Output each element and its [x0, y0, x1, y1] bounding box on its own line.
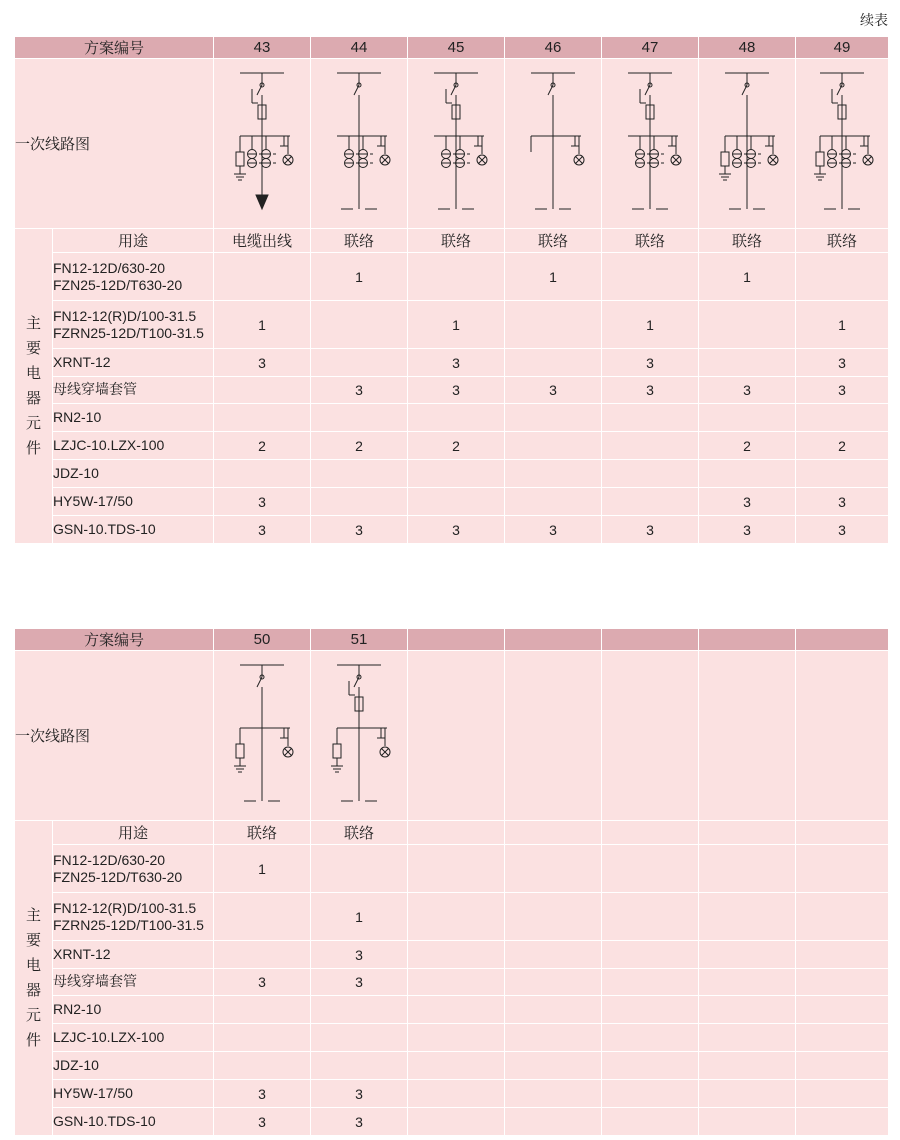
component-line: 母线穿墙套管	[53, 973, 137, 990]
component-name	[53, 516, 214, 544]
component-quantity	[505, 893, 602, 941]
usage-value: 联络	[311, 821, 408, 845]
component-line: XRNT-12	[53, 946, 111, 962]
component-line: FN12-12D/630-20	[53, 851, 166, 868]
component-quantity	[796, 1108, 889, 1136]
component-line: FN12-12(R)D/100-31.5	[53, 899, 197, 916]
circuit-diagram-switch-ct	[319, 65, 399, 223]
component-quantity: 3	[311, 377, 408, 404]
component-quantity	[796, 941, 889, 969]
component-quantity	[602, 488, 699, 516]
component-quantity: 3	[602, 516, 699, 544]
component-quantity	[505, 1052, 602, 1080]
component-line: RN2-10	[53, 409, 102, 425]
component-quantity	[602, 253, 699, 301]
component-quantity: 1	[602, 301, 699, 349]
component-quantity	[214, 1024, 311, 1052]
circuit-diagram-cell	[699, 59, 796, 229]
component-quantity	[408, 404, 505, 432]
component-quantity	[408, 1080, 505, 1108]
scheme-number	[699, 629, 796, 651]
component-quantity	[699, 845, 796, 893]
circuit-diagram-switch-ct-arrester	[707, 65, 787, 223]
component-quantity	[505, 941, 602, 969]
component-quantity: 3	[214, 488, 311, 516]
component-quantity: 3	[408, 516, 505, 544]
component-quantity: 1	[311, 893, 408, 941]
category-char: 要	[25, 339, 41, 357]
component-quantity: 3	[408, 349, 505, 377]
component-quantity	[699, 460, 796, 488]
main-components-label	[15, 229, 53, 544]
component-quantity: 3	[214, 1080, 311, 1108]
scheme-number	[796, 629, 889, 651]
circuit-diagram-fuse-ct	[610, 65, 690, 223]
component-quantity	[505, 969, 602, 996]
component-quantity	[408, 969, 505, 996]
component-quantity	[408, 253, 505, 301]
usage-value	[699, 821, 796, 845]
component-name	[53, 1080, 214, 1108]
component-quantity: 1	[796, 301, 889, 349]
component-quantity	[311, 349, 408, 377]
scheme-number: 51	[311, 629, 408, 651]
component-quantity	[311, 460, 408, 488]
component-quantity: 1	[311, 253, 408, 301]
component-quantity	[602, 1108, 699, 1136]
component-quantity	[214, 1052, 311, 1080]
component-quantity	[699, 996, 796, 1024]
component-quantity	[602, 969, 699, 996]
usage-label: 用途	[53, 229, 214, 253]
component-quantity	[505, 845, 602, 893]
component-quantity: 3	[408, 377, 505, 404]
component-quantity	[796, 404, 889, 432]
component-quantity	[602, 404, 699, 432]
component-name	[53, 893, 214, 941]
component-name	[53, 845, 214, 893]
component-quantity: 3	[311, 941, 408, 969]
circuit-diagram-cell	[796, 59, 889, 229]
circuit-diagram-cell	[602, 651, 699, 821]
component-quantity	[796, 893, 889, 941]
scheme-number: 43	[214, 37, 311, 59]
component-quantity: 3	[699, 488, 796, 516]
component-quantity: 3	[214, 516, 311, 544]
component-quantity: 3	[311, 969, 408, 996]
diagram-row-label: 一次线路图	[15, 651, 214, 821]
circuit-diagram-cell	[505, 651, 602, 821]
usage-value: 电缆出线	[214, 229, 311, 253]
component-quantity	[699, 1108, 796, 1136]
scheme-number: 48	[699, 37, 796, 59]
usage-value: 联络	[505, 229, 602, 253]
usage-label: 用途	[53, 821, 214, 845]
component-quantity	[699, 301, 796, 349]
component-quantity: 1	[699, 253, 796, 301]
usage-value: 联络	[408, 229, 505, 253]
component-quantity: 1	[214, 845, 311, 893]
circuit-diagram-cell	[214, 59, 311, 229]
component-quantity	[408, 941, 505, 969]
component-quantity	[311, 996, 408, 1024]
circuit-diagram-cell	[408, 651, 505, 821]
component-quantity	[796, 460, 889, 488]
component-line: FZN25-12D/T630-20	[53, 276, 183, 293]
component-name	[53, 996, 214, 1024]
component-quantity	[796, 253, 889, 301]
component-quantity: 3	[796, 516, 889, 544]
component-quantity: 3	[796, 488, 889, 516]
component-name	[53, 301, 214, 349]
component-name	[53, 1024, 214, 1052]
component-name	[53, 1108, 214, 1136]
component-quantity	[796, 996, 889, 1024]
component-line: FZRN25-12D/T100-31.5	[53, 324, 204, 341]
circuit-diagram-switch-plain	[513, 65, 593, 223]
component-quantity	[699, 1024, 796, 1052]
component-quantity	[408, 1052, 505, 1080]
component-quantity	[602, 460, 699, 488]
circuit-diagram-cell	[214, 651, 311, 821]
circuit-diagram-cell	[408, 59, 505, 229]
category-char: 主	[25, 906, 41, 924]
component-name	[53, 969, 214, 996]
scheme-number	[602, 629, 699, 651]
component-line: HY5W-17/50	[53, 493, 133, 509]
component-quantity	[699, 404, 796, 432]
usage-value	[408, 821, 505, 845]
component-quantity	[505, 1108, 602, 1136]
usage-value: 联络	[796, 229, 889, 253]
component-quantity	[505, 432, 602, 460]
scheme-no-header: 方案编号	[15, 37, 214, 59]
component-quantity	[311, 1052, 408, 1080]
component-line: FZRN25-12D/T100-31.5	[53, 916, 204, 933]
component-quantity	[699, 349, 796, 377]
component-quantity	[505, 349, 602, 377]
component-line: LZJC-10.LZX-100	[53, 437, 165, 453]
component-quantity	[699, 1080, 796, 1108]
category-char: 器	[25, 389, 41, 407]
component-quantity	[408, 460, 505, 488]
category-char: 元	[25, 414, 41, 432]
scheme-table-1	[14, 36, 889, 544]
component-quantity	[408, 488, 505, 516]
component-quantity: 2	[699, 432, 796, 460]
diagram-row-label: 一次线路图	[15, 59, 214, 229]
component-quantity	[214, 460, 311, 488]
component-line: JDZ-10	[53, 1057, 99, 1073]
component-quantity	[602, 845, 699, 893]
component-quantity	[505, 404, 602, 432]
component-quantity: 1	[408, 301, 505, 349]
component-quantity: 3	[699, 377, 796, 404]
circuit-diagram-cell	[602, 59, 699, 229]
component-quantity	[311, 488, 408, 516]
circuit-diagram-cell	[311, 651, 408, 821]
component-name	[53, 404, 214, 432]
scheme-number	[408, 629, 505, 651]
component-quantity	[699, 941, 796, 969]
component-quantity	[602, 893, 699, 941]
scheme-number: 50	[214, 629, 311, 651]
component-name	[53, 349, 214, 377]
scheme-number	[505, 629, 602, 651]
component-quantity: 2	[796, 432, 889, 460]
component-quantity: 2	[408, 432, 505, 460]
scheme-number: 44	[311, 37, 408, 59]
usage-value: 联络	[214, 821, 311, 845]
circuit-diagram-fuse-ct-arrester	[802, 65, 882, 223]
component-quantity	[505, 301, 602, 349]
circuit-diagram-fuse-ct-arrester-cable	[222, 65, 302, 223]
scheme-no-header: 方案编号	[15, 629, 214, 651]
component-quantity	[699, 969, 796, 996]
component-quantity	[214, 404, 311, 432]
component-line: HY5W-17/50	[53, 1085, 133, 1101]
component-quantity	[214, 996, 311, 1024]
category-char: 要	[25, 931, 41, 949]
circuit-diagram-cell	[311, 59, 408, 229]
component-quantity	[408, 893, 505, 941]
component-quantity	[408, 996, 505, 1024]
component-quantity	[796, 845, 889, 893]
scheme-number: 45	[408, 37, 505, 59]
component-quantity	[796, 1024, 889, 1052]
circuit-diagram-switch-arrester	[222, 657, 302, 815]
category-char: 件	[25, 439, 41, 457]
scheme-number: 46	[505, 37, 602, 59]
component-quantity	[311, 845, 408, 893]
component-quantity: 3	[796, 349, 889, 377]
main-components-label	[15, 821, 53, 1136]
component-quantity: 1	[505, 253, 602, 301]
component-quantity: 2	[311, 432, 408, 460]
component-name	[53, 460, 214, 488]
component-quantity: 3	[214, 349, 311, 377]
circuit-diagram-fuse-ct	[416, 65, 496, 223]
usage-value: 联络	[602, 229, 699, 253]
scheme-table-2	[14, 628, 889, 1136]
component-line: FN12-12(R)D/100-31.5	[53, 307, 197, 324]
component-quantity	[214, 893, 311, 941]
component-quantity	[214, 941, 311, 969]
component-quantity	[408, 1024, 505, 1052]
component-quantity	[311, 301, 408, 349]
component-quantity	[214, 377, 311, 404]
component-quantity	[602, 941, 699, 969]
component-line: XRNT-12	[53, 354, 111, 370]
component-quantity	[796, 969, 889, 996]
component-line: FZN25-12D/T630-20	[53, 868, 183, 885]
circuit-diagram-fuse-arrester	[319, 657, 399, 815]
component-quantity	[602, 432, 699, 460]
scheme-number: 47	[602, 37, 699, 59]
component-name	[53, 253, 214, 301]
component-quantity	[796, 1052, 889, 1080]
component-quantity	[505, 1024, 602, 1052]
component-name	[53, 377, 214, 404]
component-quantity	[699, 1052, 796, 1080]
component-quantity	[602, 996, 699, 1024]
component-line: 母线穿墙套管	[53, 381, 137, 398]
category-char: 件	[25, 1031, 41, 1049]
usage-value	[602, 821, 699, 845]
category-char: 器	[25, 981, 41, 999]
component-quantity	[311, 1024, 408, 1052]
component-quantity	[505, 1080, 602, 1108]
component-name	[53, 432, 214, 460]
component-quantity	[214, 253, 311, 301]
category-char: 电	[25, 956, 41, 974]
component-line: JDZ-10	[53, 465, 99, 481]
circuit-diagram-cell	[505, 59, 602, 229]
component-name	[53, 1052, 214, 1080]
component-name	[53, 488, 214, 516]
usage-value	[796, 821, 889, 845]
component-quantity	[408, 845, 505, 893]
component-quantity	[311, 404, 408, 432]
component-quantity: 3	[602, 349, 699, 377]
category-char: 电	[25, 364, 41, 382]
component-quantity: 3	[505, 516, 602, 544]
scheme-number: 49	[796, 37, 889, 59]
component-quantity	[505, 460, 602, 488]
component-line: LZJC-10.LZX-100	[53, 1029, 165, 1045]
component-quantity	[505, 996, 602, 1024]
component-quantity: 3	[602, 377, 699, 404]
component-quantity	[602, 1024, 699, 1052]
component-quantity	[602, 1080, 699, 1108]
component-quantity: 3	[311, 1108, 408, 1136]
circuit-diagram-cell	[699, 651, 796, 821]
component-quantity: 3	[505, 377, 602, 404]
component-quantity: 3	[214, 969, 311, 996]
component-line: GSN-10.TDS-10	[53, 1113, 156, 1129]
component-quantity	[408, 1108, 505, 1136]
category-char: 主	[25, 314, 41, 332]
component-quantity: 3	[311, 516, 408, 544]
component-line: RN2-10	[53, 1001, 102, 1017]
component-quantity	[699, 893, 796, 941]
component-name	[53, 941, 214, 969]
usage-value: 联络	[311, 229, 408, 253]
continued-label: 续表	[860, 13, 888, 29]
component-quantity	[505, 488, 602, 516]
usage-value	[505, 821, 602, 845]
component-quantity: 3	[699, 516, 796, 544]
category-char: 元	[25, 1006, 41, 1024]
component-quantity: 2	[214, 432, 311, 460]
component-line: FN12-12D/630-20	[53, 259, 166, 276]
component-quantity: 3	[214, 1108, 311, 1136]
usage-value: 联络	[699, 229, 796, 253]
component-quantity: 1	[214, 301, 311, 349]
component-quantity	[602, 1052, 699, 1080]
circuit-diagram-cell	[796, 651, 889, 821]
component-quantity: 3	[311, 1080, 408, 1108]
component-quantity: 3	[796, 377, 889, 404]
component-line: GSN-10.TDS-10	[53, 521, 156, 537]
component-quantity	[796, 1080, 889, 1108]
